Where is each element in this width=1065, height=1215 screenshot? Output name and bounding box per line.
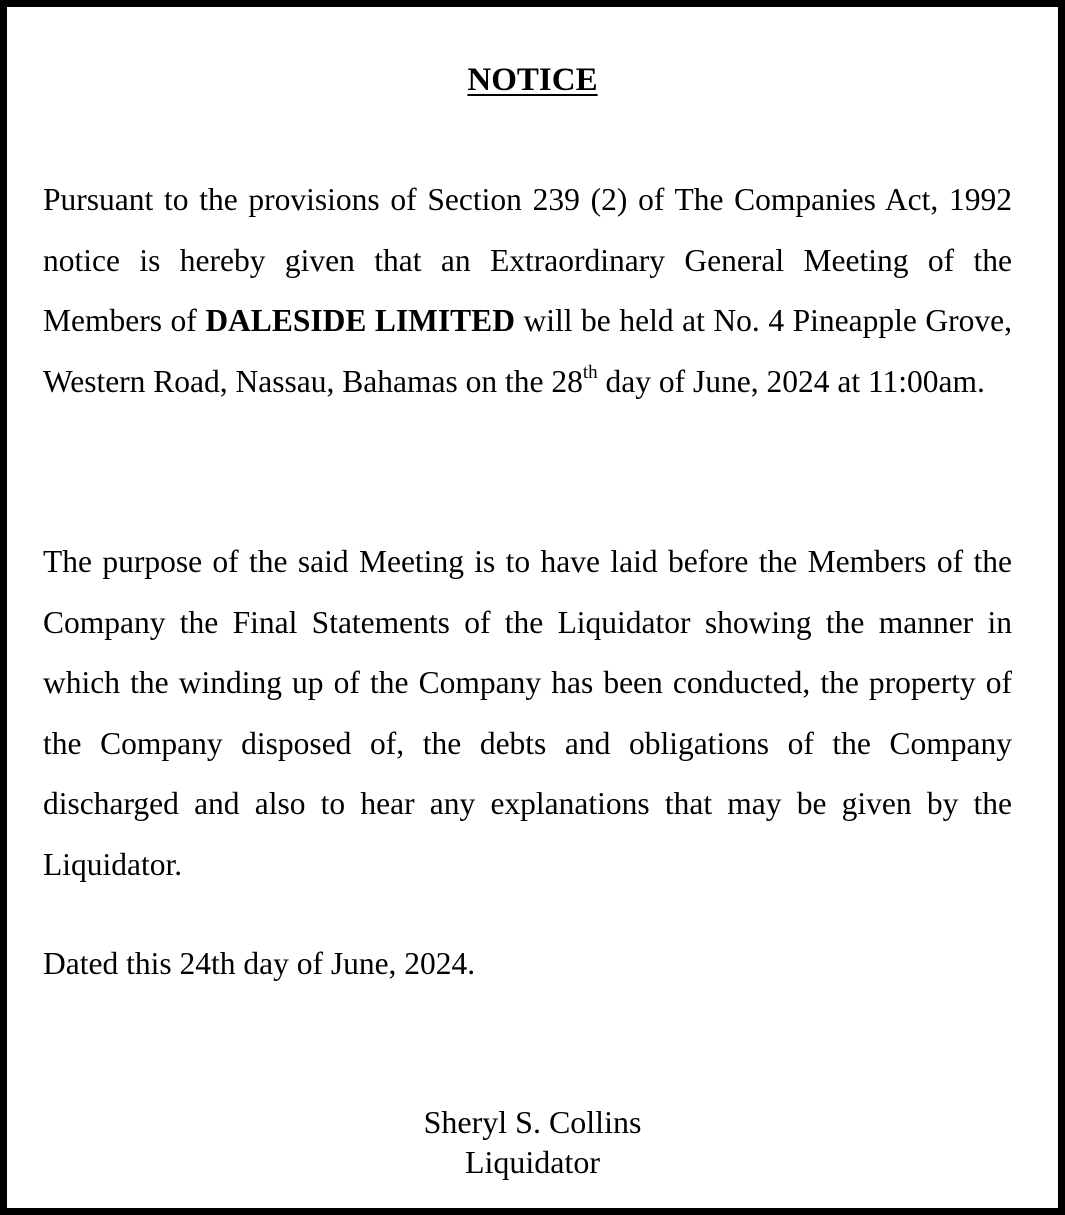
company-name: DALESIDE LIMITED	[205, 303, 515, 338]
paragraph1-part3: day of June, 2024 at 11:00am.	[597, 363, 985, 399]
dated-line: Dated this 24th day of June, 2024.	[43, 946, 476, 981]
ordinal-suffix: th	[582, 362, 598, 383]
meeting-purpose-paragraph: The purpose of the said Meeting is to have laid before the Members of the Company the Final Statements of the Liquidator showing the manner in which the winding up of the Company has been conducted, the property of the Company disposed of, the debts and obligations of the Company discharged and also to hear any explanations that may be given by the Liquidator.	[43, 544, 1012, 882]
signatory-name: Sheryl S. Collins	[423, 1104, 642, 1140]
signatory-role: Liquidator	[464, 1144, 601, 1180]
meeting-notice-paragraph	[43, 170, 1012, 412]
paragraph1-part2: will be held at No. 4 Pineapple Grove, Western Road, Nassau, Bahamas on the 28	[43, 303, 1012, 399]
paragraph1-part1: Pursuant to the provisions of Section 239 (2) of The Companies Act, 1992 notice is hereby given that an Extraordinary General Meeting of the Members of	[43, 182, 1012, 338]
signature-block	[7, 1102, 1058, 1182]
notice-title	[7, 55, 1058, 105]
notice-title-text: NOTICE	[467, 62, 598, 98]
